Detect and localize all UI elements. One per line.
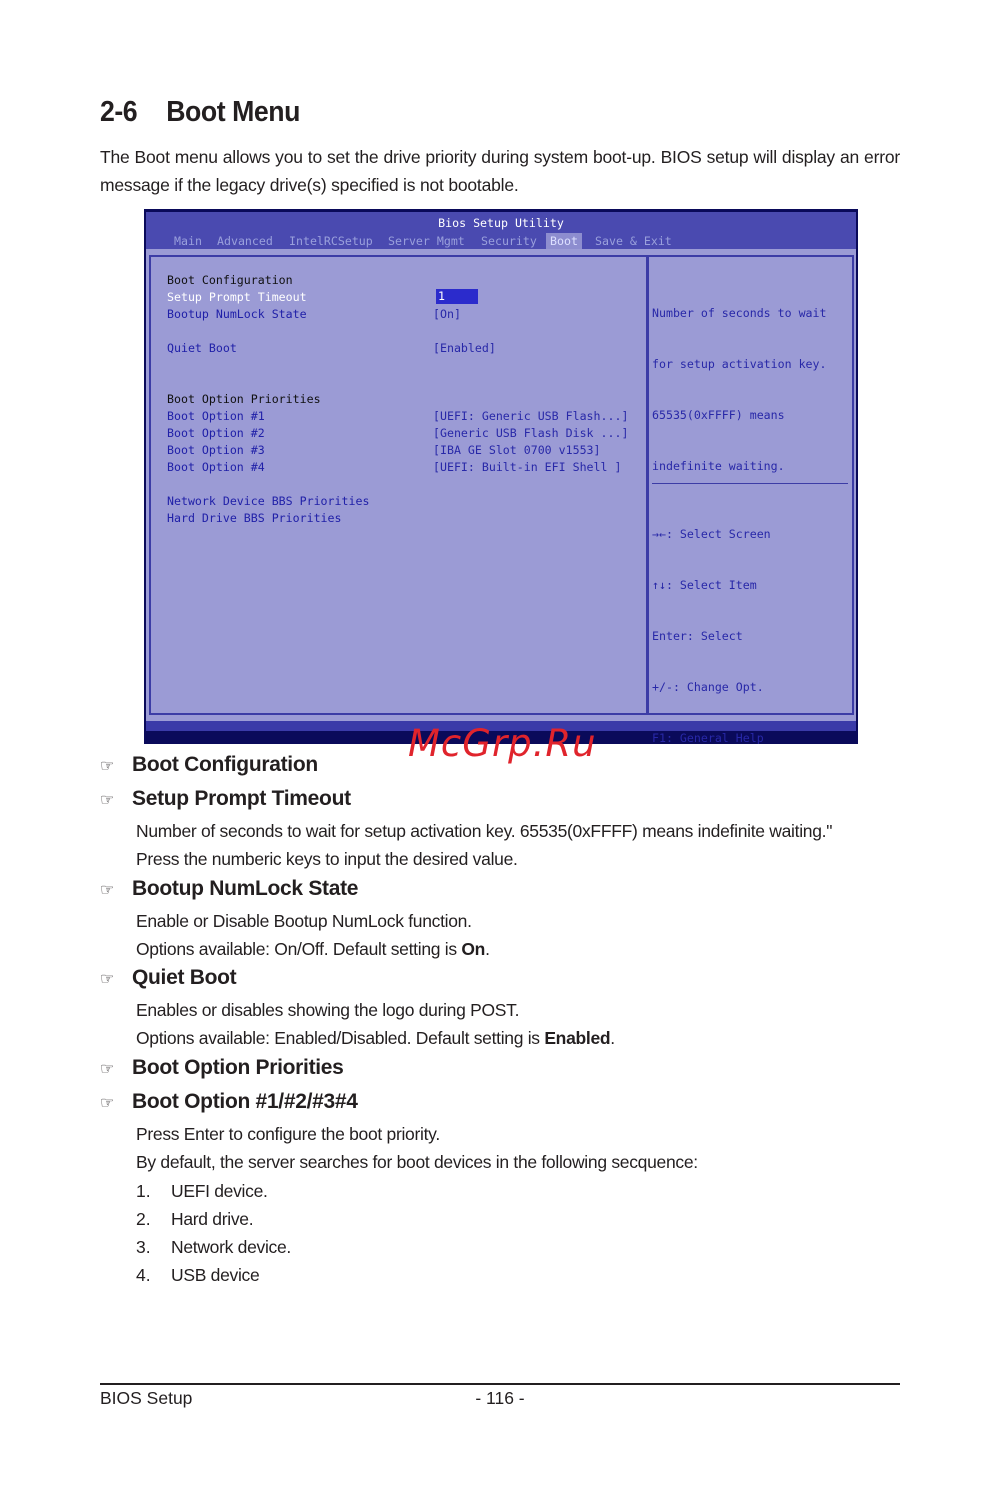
pointing-hand-icon: ☞ [100,1095,115,1112]
setup-prompt-timeout-input[interactable]: 1 [436,289,478,304]
page-number: - 116 - [475,1388,525,1408]
boot-option-3-label[interactable]: Boot Option #3 [167,443,265,457]
key-hint: +/-: Change Opt. [652,680,764,694]
heading-text: Boot Option Priorities [132,1056,344,1079]
help-line: 65535(0xFFFF) means [652,408,785,422]
default-value: On [461,939,486,959]
tab-advanced[interactable]: Advanced [217,234,273,248]
heading-boot-configuration [100,753,318,777]
quiet-boot-value[interactable]: [Enabled] [433,341,496,355]
setup-prompt-desc-2: Press the numberic keys to input the desired value. [136,849,518,869]
heading-text: Boot Configuration [132,753,318,776]
boot-option-4-value[interactable]: [UEFI: Built-in EFI Shell ] [433,460,622,474]
key-hint: ↑↓: Select Item [652,578,757,592]
bios-help-panel [646,255,854,744]
heading-text: Boot Option #1/#2/#3#4 [132,1090,358,1113]
setup-prompt-desc-1: Number of seconds to wait for setup activation key. 65535(0xFFFF) means indefinite waiting." [136,821,833,841]
text-span: Options available: On/Off. Default setting is [136,939,462,959]
pointing-hand-icon: ☞ [100,882,115,899]
heading-text: Quiet Boot [132,966,237,989]
heading-setup-prompt-timeout [100,787,351,811]
heading-bootup-numlock [100,877,358,901]
pointing-hand-icon: ☞ [100,971,115,988]
pointing-hand-icon: ☞ [100,1061,115,1078]
heading-text: Setup Prompt Timeout [132,787,351,810]
bios-settings-panel [149,255,649,715]
heading-boot-option-priorities [100,1056,344,1080]
heading-quiet-boot [100,966,236,990]
watermark: McGrp.Ru [408,722,597,765]
help-line: Number of seconds to wait [652,306,827,320]
numlock-desc-1: Enable or Disable Bootup NumLock function. [136,911,472,931]
heading-boot-option-numbers [100,1090,358,1114]
boot-option-desc-1: Press Enter to configure the boot priority. [136,1124,440,1144]
boot-configuration-header: Boot Configuration [167,273,293,287]
boot-option-1-value[interactable]: [UEFI: Generic USB Flash...] [433,409,629,423]
list-item-number: 1. [136,1181,151,1201]
bios-tab-bar [146,233,856,249]
tab-boot[interactable]: Boot [546,233,582,249]
footer-rule [100,1383,900,1385]
tab-save-exit[interactable]: Save & Exit [595,234,672,248]
section-number: 2-6 [100,96,138,128]
pointing-hand-icon: ☞ [100,792,115,809]
bios-screenshot [144,209,858,744]
key-legend [652,492,806,744]
help-line: for setup activation key. [652,357,827,371]
help-line: indefinite waiting. [652,459,785,473]
list-item-number: 3. [136,1237,151,1257]
boot-option-1-label[interactable]: Boot Option #1 [167,409,265,423]
intro-paragraph: The Boot menu allows you to set the drive priority during system boot-up. BIOS setup will display an error message if the legacy drive(s) specified is not bootable. [100,147,900,195]
key-hint: →←: Select Screen [652,527,771,541]
quiet-boot-desc-2: Options available: Enabled/Disabled. Default setting is Enabled. [136,1028,615,1048]
page-title [100,96,300,129]
tab-main[interactable]: Main [174,234,202,248]
network-bbs-priorities[interactable]: Network Device BBS Priorities [167,494,370,508]
bios-header-bar [146,212,856,249]
tab-intelrcsetup[interactable]: IntelRCSetup [289,234,373,248]
bios-title: Bios Setup Utility [438,216,564,230]
setup-prompt-timeout-label[interactable]: Setup Prompt Timeout [167,290,307,304]
list-item: UEFI device. [171,1181,268,1201]
key-hint: F1: General Help [652,731,764,744]
numlock-desc-2: Options available: On/Off. Default setting is On. [136,939,490,959]
list-item-number: 4. [136,1265,151,1285]
boot-option-2-value[interactable]: [Generic USB Flash Disk ...] [433,426,629,440]
quiet-boot-desc-1: Enables or disables showing the logo during POST. [136,1000,520,1020]
boot-option-priorities-header: Boot Option Priorities [167,392,321,406]
boot-option-desc-2: By default, the server searches for boot devices in the following secquence: [136,1152,698,1172]
text-span: Options available: Enabled/Disabled. Default setting is [136,1028,545,1048]
help-divider [652,483,848,484]
help-text [652,271,827,509]
boot-option-2-label[interactable]: Boot Option #2 [167,426,265,440]
list-item: Hard drive. [171,1209,254,1229]
list-item: USB device [171,1265,260,1285]
quiet-boot-label[interactable]: Quiet Boot [167,341,237,355]
tab-server-mgmt[interactable]: Server Mgmt [388,234,465,248]
bootup-numlock-label[interactable]: Bootup NumLock State [167,307,307,321]
section-title: Boot Menu [166,96,300,128]
list-item-number: 2. [136,1209,151,1229]
heading-text: Bootup NumLock State [132,877,359,900]
hard-drive-bbs-priorities[interactable]: Hard Drive BBS Priorities [167,511,342,525]
key-hint: Enter: Select [652,629,743,643]
boot-option-4-label[interactable]: Boot Option #4 [167,460,265,474]
tab-security[interactable]: Security [481,234,537,248]
pointing-hand-icon: ☞ [100,758,115,775]
boot-option-3-value[interactable]: [IBA GE Slot 0700 v1553] [433,443,601,457]
default-value: Enabled [544,1028,611,1048]
bootup-numlock-value[interactable]: [On] [433,307,461,321]
footer-chapter: BIOS Setup [100,1388,193,1408]
list-item: Network device. [171,1237,291,1257]
